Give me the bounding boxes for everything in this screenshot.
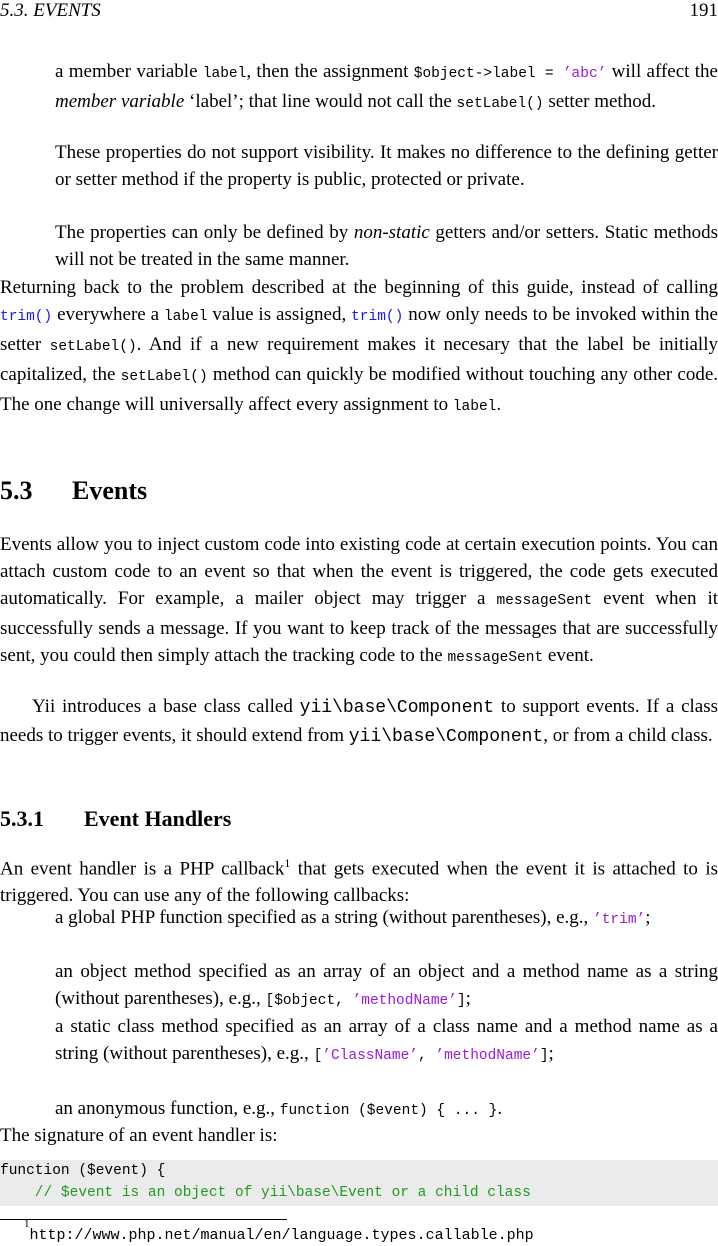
emphasis: member variable <box>55 91 185 112</box>
subsection-number: 5.3.1 <box>0 806 44 831</box>
section-number: 5.3 <box>0 476 33 505</box>
code-inline: , <box>417 1048 436 1064</box>
code-inline: label <box>163 309 208 325</box>
footnote <box>24 1218 534 1244</box>
code-inline: setLabel() <box>120 369 208 385</box>
text: , then the assignment <box>246 61 414 82</box>
list-item-object-method <box>55 958 718 1015</box>
text: a global PHP function specified as a string (without parentheses), e.g., <box>55 907 594 928</box>
code-block <box>0 1160 718 1206</box>
text: . <box>496 394 502 415</box>
code-inline: [$object, <box>265 993 353 1009</box>
text: ‘label’; that line would not call the <box>184 91 457 112</box>
text: now only needs to be invoked within the setter <box>0 304 718 355</box>
text: everywhere a <box>52 304 164 325</box>
code-inline: $object->label = <box>413 66 563 82</box>
paragraph-events-intro <box>0 531 718 672</box>
code-inline: setLabel() <box>456 96 544 112</box>
text: event. <box>543 645 594 666</box>
code-inline: setLabel() <box>49 339 137 355</box>
text: an object method specified as an array of an object and a method name as a string (without parentheses), e.g., <box>55 961 718 1009</box>
footnote-mark[interactable]: 1 <box>284 856 291 870</box>
text: An event handler is a PHP callback <box>0 858 285 880</box>
running-head <box>0 0 718 22</box>
text: value is assigned, <box>207 304 352 325</box>
code-function: trim() <box>351 309 404 325</box>
code-inline: messageSent <box>447 650 544 666</box>
code-class: yii\base\Component <box>299 698 495 718</box>
text: will affect the <box>606 61 718 82</box>
text: . <box>497 1098 503 1119</box>
text: . And if a new requirement makes it necesary that the label be initially capitalized, the <box>0 334 718 385</box>
paragraph-visibility: These properties do not support visibility. It makes no difference to the defining getter or setter method if the property is public, protected or private. <box>55 142 718 190</box>
code-inline: ] <box>456 993 466 1009</box>
footnote-number: 1 <box>24 1218 30 1230</box>
text: , or from a child class. <box>543 725 713 746</box>
code-string: ’trim’ <box>593 912 646 928</box>
code-function: trim() <box>0 309 53 325</box>
text: that gets executed when the event it is attached to is triggered. You can use any of the following callbacks: <box>0 858 718 907</box>
section-heading-events <box>0 476 147 506</box>
text: ; <box>465 988 471 1009</box>
paragraph-non-static <box>55 219 718 273</box>
text: method can quickly be modified without touching any other code. The one change will universally affect every assignment to <box>0 364 718 415</box>
code-inline: ] <box>539 1048 549 1064</box>
text: a static class method specified as an array of a class name and a method name as a string (without parentheses), e.g., <box>55 1016 718 1064</box>
page-number: 191 <box>689 0 718 21</box>
footnote-url[interactable]: http://www.php.net/manual/en/language.types.callable.php <box>29 1227 534 1244</box>
subsection-title: Event Handlers <box>84 806 232 831</box>
paragraph-signature: The signature of an event handler is: <box>0 1125 278 1146</box>
text: The properties can only be defined by <box>55 222 354 243</box>
code-string: ’methodName’ <box>352 993 457 1009</box>
footnote-divider <box>0 1219 287 1220</box>
list-item-static-method <box>55 1013 718 1070</box>
list-item-global-function <box>55 904 718 934</box>
paragraph-returning-back <box>0 274 718 421</box>
subsection-heading-event-handlers <box>0 806 231 832</box>
text: setter method. <box>543 91 656 112</box>
text: getters and/or setters. Static methods will not be treated in the same manner. <box>55 222 718 270</box>
code-string: ’abc’ <box>562 66 607 82</box>
text: event when it successfully sends a message. If you want to keep track of the messages that are successfully sent, you could then simply attach the tracking code to the <box>0 588 718 666</box>
code-inline: messageSent <box>496 593 593 609</box>
section-title: Events <box>72 476 148 505</box>
emphasis: non-static <box>353 222 430 243</box>
paragraph-member-variable <box>55 58 718 118</box>
text: ; <box>548 1043 554 1064</box>
code-comment-line: // $event is an object of yii\base\Event or a child class <box>0 1185 531 1201</box>
code-inline: function ($event) { ... } <box>279 1103 498 1119</box>
code-inline: label <box>202 66 247 82</box>
text: Returning back to the problem described at the beginning of this guide, instead of calling <box>0 277 718 298</box>
text: Events allow you to inject custom code into existing code at certain execution points. You can attach custom code to an event so that when the event is triggered, the code gets executed automatically. For example, a mailer object may trigger a <box>0 534 718 609</box>
paragraph-component <box>0 693 718 751</box>
text: ; <box>645 907 651 928</box>
code-inline: [ <box>313 1048 323 1064</box>
text: an anonymous function, e.g., <box>55 1098 280 1119</box>
code-line: function ($event) { <box>0 1163 166 1179</box>
code-class: yii\base\Component <box>348 727 544 747</box>
code-string: ’ClassName’ <box>322 1048 418 1064</box>
code-inline: label <box>452 399 497 415</box>
list-item-anonymous-function <box>55 1095 718 1125</box>
text: a member variable <box>55 61 203 82</box>
text: to support events. If a class needs to trigger events, it should extend from <box>0 696 718 746</box>
text: Yii introduces a base class called <box>32 696 300 717</box>
running-head-section: 5.3. EVENTS <box>0 0 101 21</box>
paragraph-event-handler <box>0 850 718 909</box>
code-string: ’methodName’ <box>435 1048 540 1064</box>
